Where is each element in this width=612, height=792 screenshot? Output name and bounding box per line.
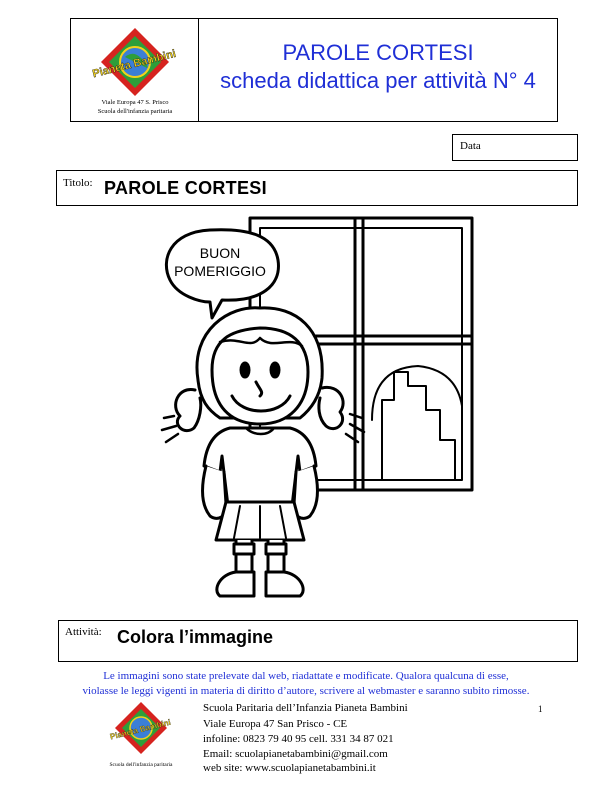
footer-logo-name: Pianeta Bambini (109, 717, 172, 742)
footer-email-link[interactable]: Email: scuolapianetabambini@gmail.com (203, 748, 388, 760)
speech-bubble-icon (166, 230, 278, 318)
speech-bubble-line-2: POMERIGGIO (174, 263, 266, 279)
footer-school-name: Scuola Paritaria dell’Infanzia Pianeta Bambini (203, 702, 408, 714)
girl-illustration (162, 308, 364, 596)
disclaimer-line-2: violasse le leggi vigenti in materia di diritto d’autore, scrivere al webmaster e saranno subito rimosse. (82, 685, 530, 697)
copyright-disclaimer (20, 669, 592, 699)
footer-website-link[interactable]: web site: www.scuolapianetabambini.it (203, 762, 376, 774)
footer-phones: infoline: 0823 79 40 95 cell. 331 34 87 021 (203, 733, 394, 745)
title-value: PAROLE CORTESI (104, 178, 267, 198)
page-subtitle: scheda didattica per attività N° 4 (220, 68, 536, 93)
footer-logo-tagline: Scuola dell'infanzia paritaria (109, 762, 173, 768)
footer-address: Viale Europa 47 San Prisco - CE (203, 718, 348, 730)
title-label: Titolo: (63, 177, 93, 189)
logo-tagline: Scuola dell'infanzia paritaria (97, 108, 173, 115)
coloring-illustration (150, 210, 480, 615)
speech-bubble-line-1: BUON (199, 245, 241, 261)
logo-name: Pianeta Bambini (91, 47, 178, 81)
activity-value: Colora l’immagine (117, 627, 274, 647)
logo-address: Viale Europa 47 S. Prisco (101, 99, 169, 106)
pianeta-bambini-logo-icon (76, 24, 194, 118)
header-divider (198, 18, 199, 122)
activity-label: Attività: (65, 626, 102, 638)
disclaimer-line-1: Le immagini sono state prelevate dal web, riadattate e modificate. Qualora qualcuna di esse, (103, 670, 509, 682)
page-title: PAROLE CORTESI (282, 40, 474, 65)
pianeta-bambini-footer-logo-icon (97, 700, 185, 770)
page-number: 1 (538, 704, 543, 714)
date-label: Data (460, 140, 481, 152)
